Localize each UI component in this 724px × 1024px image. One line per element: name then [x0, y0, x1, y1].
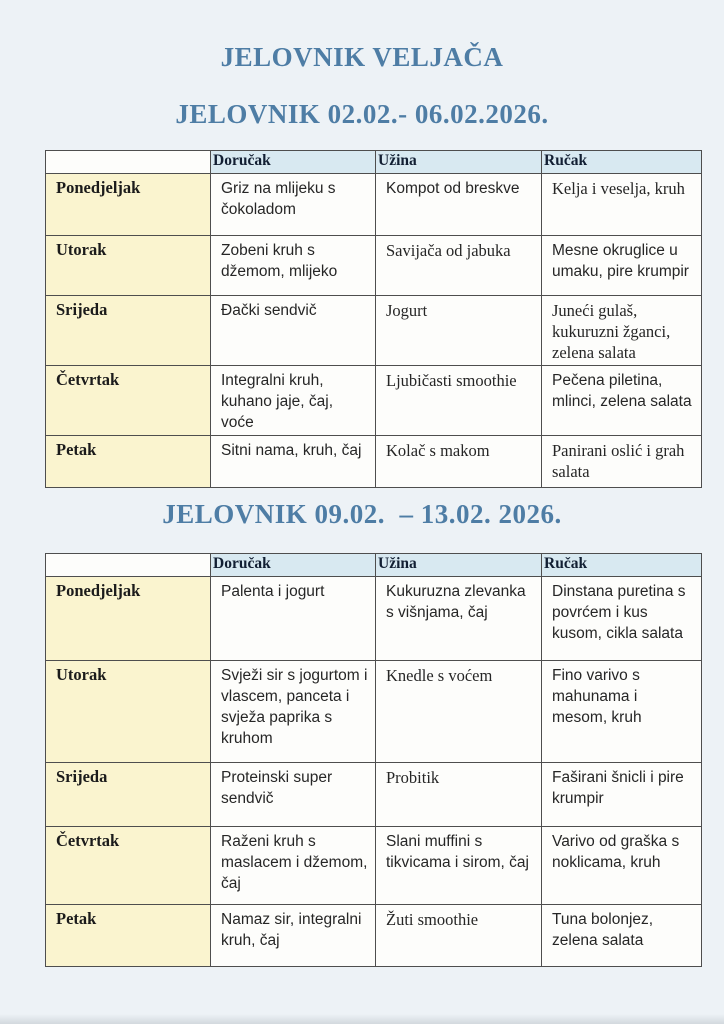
column-header-doručak: Doručak	[211, 151, 376, 174]
week2-title: JELOVNIK 09.02. – 13.02. 2026.	[162, 499, 562, 529]
meal-cell: Fino varivo s mahunama i mesom, kruh	[542, 661, 702, 763]
column-header-užina: Užina	[376, 151, 542, 174]
meal-cell: Juneći gulaš, kukuruzni žganci, zelena salata	[542, 296, 702, 366]
meal-cell: Tuna bolonjez, zelena salata	[542, 905, 702, 967]
menu-table-week2	[45, 553, 702, 967]
menu-table-week1	[45, 150, 702, 488]
column-header-doručak: Doručak	[211, 554, 376, 577]
day-cell: Četvrtak	[46, 366, 211, 436]
menu-row	[46, 763, 702, 827]
meal-cell: Palenta i jogurt	[211, 577, 376, 661]
day-cell: Utorak	[46, 661, 211, 763]
day-cell: Srijeda	[46, 296, 211, 366]
scan-edge-shadow	[0, 1014, 724, 1024]
meal-cell: Integralni kruh, kuhano jaje, čaj, voće	[211, 366, 376, 436]
menu-row	[46, 174, 702, 236]
meal-cell: Jogurt	[376, 296, 542, 366]
meal-cell: Mesne okruglice u umaku, pire krumpir	[542, 236, 702, 296]
day-cell: Ponedjeljak	[46, 174, 211, 236]
menu-row	[46, 905, 702, 967]
meal-cell: Dinstana puretina s povrćem i kus kusom, cikla salata	[542, 577, 702, 661]
menu-row	[46, 661, 702, 763]
meal-cell: Savijača od jabuka	[376, 236, 542, 296]
column-header-ručak: Ručak	[542, 151, 702, 174]
menu-row	[46, 366, 702, 436]
day-cell: Petak	[46, 905, 211, 967]
meal-cell: Griz na mlijeku s čokoladom	[211, 174, 376, 236]
meal-cell: Raženi kruh s maslacem i džemom, čaj	[211, 827, 376, 905]
meal-cell: Pečena piletina, mlinci, zelena salata	[542, 366, 702, 436]
meal-cell: Zobeni kruh s džemom, mlijeko	[211, 236, 376, 296]
meal-cell: Sitni nama, kruh, čaj	[211, 436, 376, 488]
meal-cell: Faširani šnicli i pire krumpir	[542, 763, 702, 827]
day-cell: Petak	[46, 436, 211, 488]
meal-cell: Proteinski super sendvič	[211, 763, 376, 827]
meal-cell: Ljubičasti smoothie	[376, 366, 542, 436]
meal-cell: Slani muffini s tikvicama i sirom, čaj	[376, 827, 542, 905]
menu-row	[46, 827, 702, 905]
menu-row	[46, 436, 702, 488]
meal-cell: Kelja i veselja, kruh	[542, 174, 702, 236]
corner-cell	[46, 151, 211, 174]
column-header-ručak: Ručak	[542, 554, 702, 577]
meal-cell: Đački sendvič	[211, 296, 376, 366]
meal-cell: Kompot od breskve	[376, 174, 542, 236]
meal-cell: Kolač s makom	[376, 436, 542, 488]
page-title: JELOVNIK VELJAČA	[220, 42, 504, 72]
day-cell: Četvrtak	[46, 827, 211, 905]
meal-cell: Namaz sir, integralni kruh, čaj	[211, 905, 376, 967]
meal-cell: Svježi sir s jogurtom i vlascem, panceta i svježa paprika s kruhom	[211, 661, 376, 763]
header-row	[46, 151, 702, 174]
menu-row	[46, 236, 702, 296]
menu-row	[46, 296, 702, 366]
week1-title: JELOVNIK 02.02.- 06.02.2026.	[175, 99, 549, 129]
meal-cell: Varivo od graška s noklicama, kruh	[542, 827, 702, 905]
corner-cell	[46, 554, 211, 577]
day-cell: Ponedjeljak	[46, 577, 211, 661]
header-row	[46, 554, 702, 577]
meal-cell: Kukuruzna zlevanka s višnjama, čaj	[376, 577, 542, 661]
meal-cell: Probitik	[376, 763, 542, 827]
day-cell: Utorak	[46, 236, 211, 296]
column-header-užina: Užina	[376, 554, 542, 577]
menu-row	[46, 577, 702, 661]
day-cell: Srijeda	[46, 763, 211, 827]
meal-cell: Panirani oslić i grah salata	[542, 436, 702, 488]
meal-cell: Knedle s voćem	[376, 661, 542, 763]
meal-cell: Žuti smoothie	[376, 905, 542, 967]
